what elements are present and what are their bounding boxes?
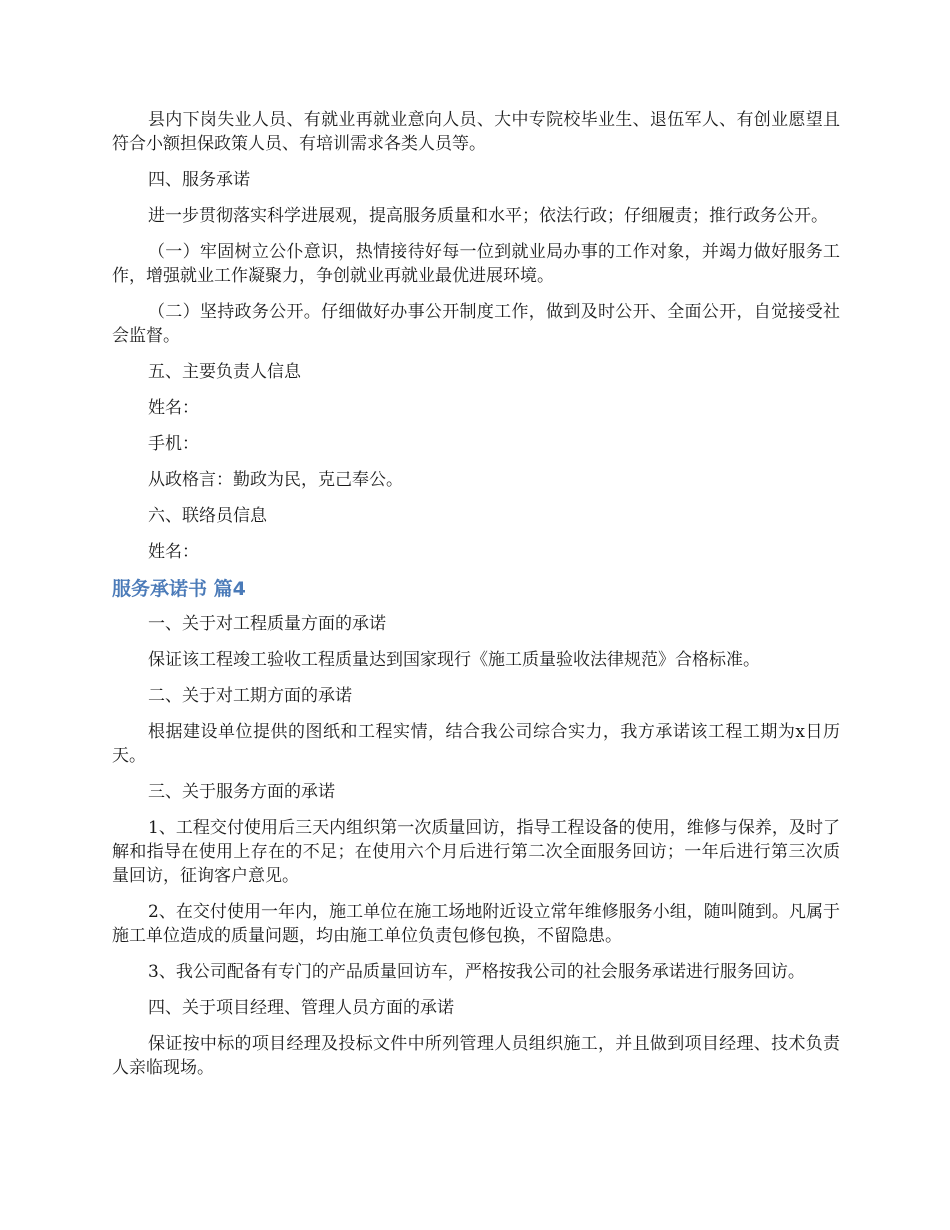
paragraph: 1、工程交付使用后三天内组织第一次质量回访，指导工程设备的使用，维修与保养，及时了解和指导在使用上存在的不足；在使用六个月后进行第二次全面服务回访；一年后进行第三次质量回访，征询客户意见。: [112, 818, 840, 886]
paragraph: 3、我公司配备有专门的产品质量回访车，严格按我公司的社会服务承诺进行服务回访。: [148, 962, 805, 982]
document-page: [112, 108, 840, 1092]
paragraph: （二）坚持政务公开。仔细做好办事公开制度工作，做到及时公开、全面公开，自觉接受社会监督。: [112, 302, 840, 346]
field-name: 姓名：: [148, 542, 199, 562]
paragraph: （一）牢固树立公仆意识，热情接待好每一位到就业局办事的工作对象，并竭力做好服务工作，增强就业工作凝聚力，争创就业再就业最优进展环境。: [112, 242, 840, 286]
section-heading: 服务承诺书 篇4: [112, 578, 246, 600]
section-subheading: 六、联络员信息: [148, 506, 267, 526]
paragraph: 进一步贯彻落实科学进展观，提高服务质量和水平；依法行政；仔细履责；推行政务公开。: [148, 206, 828, 226]
section-subheading: 四、关于项目经理、管理人员方面的承诺: [148, 998, 454, 1018]
paragraph: 保证按中标的项目经理及投标文件中所列管理人员组织施工，并且做到项目经理、技术负责人亲临现场。: [112, 1034, 840, 1078]
section-subheading: 四、服务承诺: [148, 170, 250, 190]
paragraph: 根据建设单位提供的图纸和工程实情，结合我公司综合实力，我方承诺该工程工期为x日历天。: [112, 722, 840, 766]
field-name: 姓名：: [148, 398, 199, 418]
section-subheading: 一、关于对工程质量方面的承诺: [148, 614, 386, 634]
section-subheading: 二、关于对工期方面的承诺: [148, 686, 352, 706]
paragraph: 保证该工程竣工验收工程质量达到国家现行《施工质量验收法律规范》合格标准。: [148, 650, 760, 670]
field-phone: 手机：: [148, 434, 199, 454]
paragraph: 县内下岗失业人员、有就业再就业意向人员、大中专院校毕业生、退伍军人、有创业愿望且符合小额担保政策人员、有培训需求各类人员等。: [112, 110, 840, 154]
section-subheading: 五、主要负责人信息: [148, 362, 301, 382]
section-subheading: 三、关于服务方面的承诺: [148, 782, 335, 802]
field-motto: 从政格言：勤政为民，克己奉公。: [148, 470, 403, 490]
paragraph: 2、在交付使用一年内，施工单位在施工场地附近设立常年维修服务小组，随叫随到。凡属于施工单位造成的质量问题，均由施工单位负责包修包换，不留隐患。: [112, 902, 840, 946]
